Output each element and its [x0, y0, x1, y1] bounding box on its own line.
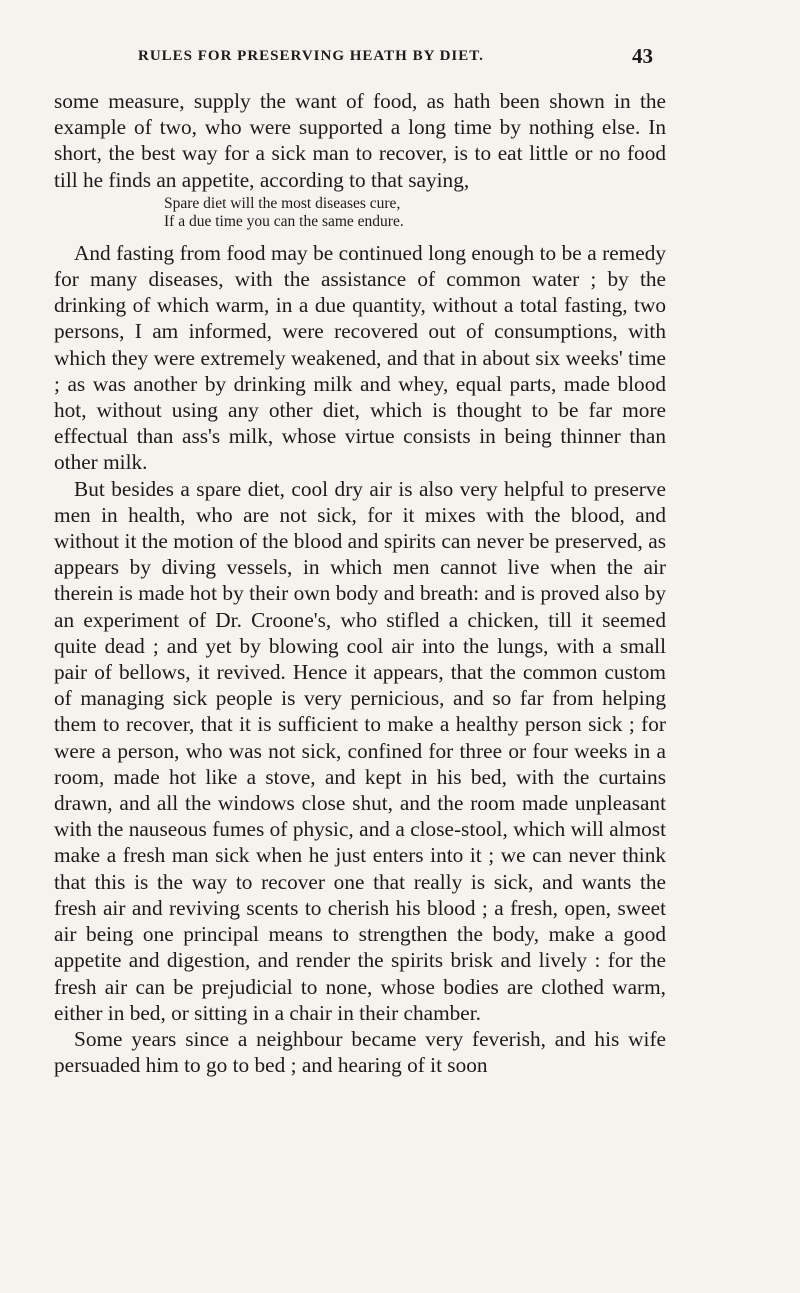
verse-line-1: Spare diet will the most diseases cure,: [164, 194, 401, 212]
paragraph-2: And fasting from food may be continued long enough to be a remedy for many diseases, with the assistance of common water ; by the drinking of which warm, in a due quantity, without a total fasting, two persons, I am informed, were recovered out of consumptions, with which they were extremely weakened, and that in about six weeks' time ; as was another by drinking milk and whey, equal parts, made blood hot, without using any other diet, which is thought to be far more effectual than ass's milk, whose virtue consists in being thinner than other milk.: [54, 240, 666, 475]
verse: [164, 195, 666, 232]
paragraph-1: some measure, supply the want of food, as hath been shown in the example of two, who were supported a long time by nothing else. In short, the best way for a sick man to recover, is to eat little or no food till he finds an appetite, according to that saying,: [54, 89, 666, 192]
paragraph-3: But besides a spare diet, cool dry air is also very helpful to preserve men in health, who are not sick, for it mixes with the blood, and without it the motion of the blood and spirits can never be preserved, as appears by diving vessels, in which men cannot live when the air therein is made hot by their own body and breath: and is proved also by an experiment of Dr. Croone's, who stifled a chicken, till it seemed quite dead ; and yet by blowing cool air into the lungs, with a small pair of bellows, it revived. Hence it appears, that the common custom of managing sick people is very pernicious, and so far from helping them to recover, that it is sufficient to make a healthy person sick ; for were a person, who was not sick, confined for three or four weeks in a room, made hot like a stove, and kept in his bed, with the curtains drawn, and all the windows close shut, and the room made unpleasant with the nauseous fumes of physic, and a close-stool, which will almost make a fresh man sick when he just enters into it ; we can never think that this is the way to recover one that really is sick, and wants the fresh air and reviving scents to cherish his blood ; a fresh, open, sweet air being one principal means to strengthen the body, make a good appetite and digestion, and render the spirits brisk and lively : for the fresh air can be prejudicial to none, whose bodies are clothed warm, either in bed, or sitting in a chair in their chamber.: [54, 476, 666, 1025]
page-number: 43: [632, 44, 653, 68]
running-title: RULES FOR PRESERVING HEATH BY DIET.: [138, 48, 484, 64]
paragraph-4: Some years since a neighbour became very feverish, and his wife persuaded him to go to bed ; and hearing of it soon: [54, 1026, 666, 1078]
body-text: [54, 88, 666, 1078]
verse-line-2: If a due time you can the same endure.: [164, 213, 404, 231]
